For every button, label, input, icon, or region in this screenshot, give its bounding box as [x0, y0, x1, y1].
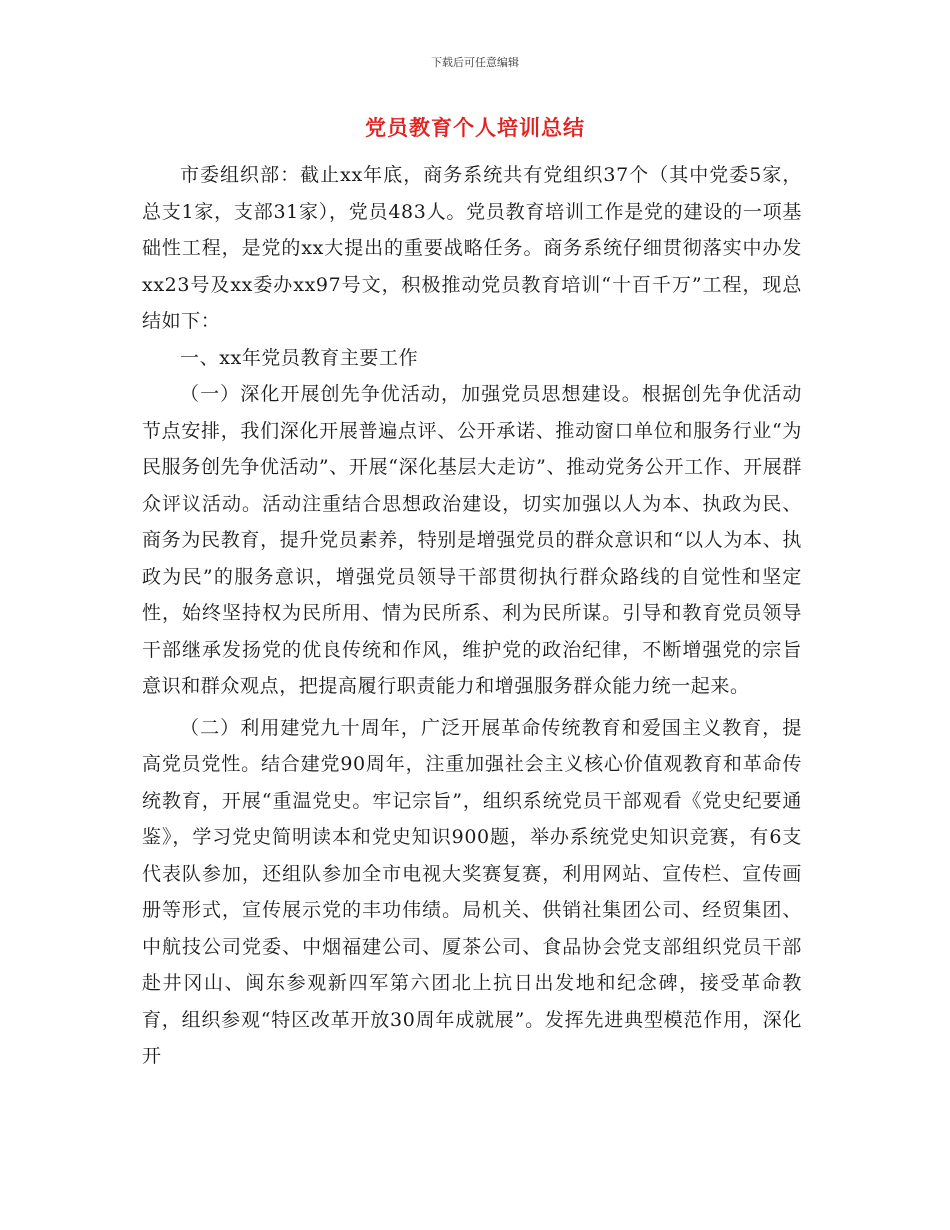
- paragraph-two: （二）利用建党九十周年，广泛开展革命传统教育和爱国主义教育，提高党员党性。结合建党90周年，注重加强社会主义核心价值观教育和革命传统教育，开展“重温党史。牢记宗旨”，组织系统党员干部观看《党史纪要通鉴》，学习党史简明读本和党史知识900题，举办系统党史知识竞赛，有6支代表队参加，还组队参加全市电视大奖赛复赛，利用网站、宣传栏、宣传画册等形式，宣传展示党的丰功伟绩。局机关、供销社集团公司、经贸集团、中航技公司党委、中烟福建公司、厦茶公司、食品协会党支部组织党员干部赴井冈山、闽东参观新四军第六团北上抗日出发地和纪念碑，接受革命教育，组织参观“特区改革开放30周年成就展”。发挥先进典型模范作用，深化开: [142, 716, 802, 1067]
- document-body: [142, 157, 802, 1075]
- header-note: 下载后可任意编辑: [431, 56, 519, 69]
- paragraph-intro: 市委组织部：截止xx年底，商务系统共有党组织37个（其中党委5家，总支1家，支部31家），党员483人。党员教育培训工作是党的建设的一项基础性工程，是党的xx大提出的重要战略任务。商务系统仔细贯彻落实中办发xx23号及xx委办xx97号文，积极推动党员教育培训“十百千万”工程，现总结如下：: [142, 164, 802, 332]
- section-heading: 一、xx年党员教育主要工作: [180, 346, 419, 369]
- document-title: 党员教育个人培训总结: [365, 116, 585, 140]
- paragraph-one: （一）深化开展创先争优活动，加强党员思想建设。根据创先争优活动节点安排，我们深化开展普遍点评、公开承诺、推动窗口单位和服务行业“为民服务创先争优活动”、开展“深化基层大走访”、推动党务公开工作、开展群众评议活动。活动注重结合思想政治建设，切实加强以人为本、执政为民、商务为民教育，提升党员素养，特别是增强党员的群众意识和“以人为本、执政为民”的服务意识，增强党员领导干部贯彻执行群众路线的自觉性和坚定性，始终坚持权为民所用、情为民所系、利为民所谋。引导和教育党员领导干部继承发扬党的优良传统和作风，维护党的政治纪律，不断增强党的宗旨意识和群众观点，把提高履行职责能力和增强服务群众能力统一起来。: [142, 383, 802, 697]
